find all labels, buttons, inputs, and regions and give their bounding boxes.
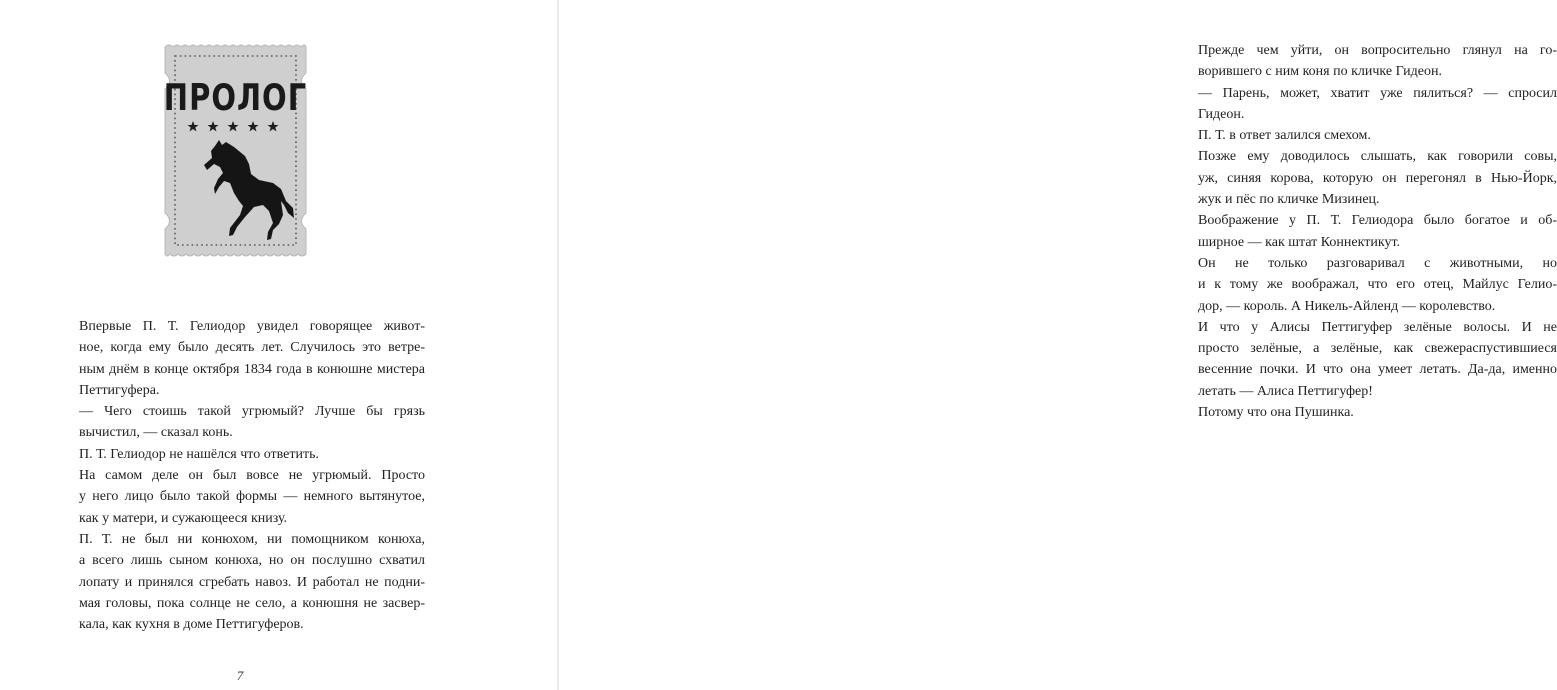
text-line: дор, — король. А Никель-Айленд — королевство. <box>1198 298 1496 314</box>
text-line: у него лицо было такой формы — немного вытянутое, <box>79 489 425 505</box>
text-line: И что у Алисы Петтигуфер зелёные волосы. И не <box>1198 319 1557 335</box>
text-line: Прежде чем уйти, он вопросительно глянул на го- <box>1198 43 1557 58</box>
text-line: П. Т. в ответ залился смехом. <box>1198 128 1371 144</box>
left-body-text <box>55 316 425 635</box>
text-line: мая головы, пока солнце не село, а конюшня не засвер- <box>79 595 425 611</box>
text-line: Он не только разговаривал с животными, но <box>1198 255 1557 271</box>
text-line: кала, как кухня в доме Петтигуферов. <box>79 617 304 633</box>
paragraph <box>1174 210 1557 253</box>
text-line: уж, синяя корова, которую он перегонял в Нью-Йорк, <box>1198 170 1557 186</box>
text-line: просто зелёные, а зелёные, как свежераспустившиеся <box>1198 341 1557 357</box>
chapter-badge <box>163 43 308 258</box>
paragraph <box>55 465 425 529</box>
text-line: Позже ему доводилось слышать, как говорили совы, <box>1198 149 1557 165</box>
text-line: как у матери, и сужающееся книзу. <box>79 510 288 526</box>
paragraph <box>1174 317 1557 402</box>
text-line: Гидеон. <box>1198 106 1245 122</box>
paragraph <box>55 444 425 465</box>
text-line: — Парень, может, хватит уже пялиться? — спросил <box>1198 85 1557 101</box>
left-page <box>0 0 558 690</box>
right-page <box>559 0 1557 690</box>
text-line: Потому что она Пушинка. <box>1198 405 1354 421</box>
text-line: П. Т. не был ни конюхом, ни помощником конюха, <box>79 531 425 547</box>
paragraph <box>1174 40 1557 83</box>
text-line: лопату и принялся сгребать навоз. И работал не подни- <box>79 574 425 590</box>
text-line: а всего лишь сыном конюха, но он послушно схватил <box>79 553 425 569</box>
text-line: вычистил, — сказал конь. <box>79 425 233 441</box>
paragraph <box>55 529 425 635</box>
page-number: 7 <box>236 668 244 683</box>
text-line: На самом деле он был вовсе не угрюмый. Просто <box>79 468 425 484</box>
paragraph <box>1174 125 1557 146</box>
paragraph <box>55 316 425 401</box>
paragraph <box>1174 402 1557 423</box>
text-line: ное, когда ему было десять лет. Случилось это ветре- <box>79 340 425 356</box>
paragraph <box>55 401 425 444</box>
text-line: Впервые П. Т. Гелиодор увидел говорящее живот- <box>79 319 425 334</box>
paragraph <box>1174 253 1557 317</box>
paragraph <box>1174 146 1557 210</box>
text-line: летать — Алиса Петтигуфер! <box>1198 383 1373 399</box>
chapter-title: ПРОЛОГ <box>163 76 308 119</box>
text-line: — Чего стоишь такой угрюмый? Лучше бы грязь <box>79 404 425 420</box>
text-line: Петтигуфера. <box>79 382 160 398</box>
paragraph <box>1174 83 1557 126</box>
text-line: Воображение у П. Т. Гелиодора было богатое и об- <box>1198 213 1557 229</box>
text-line: весенние почки. И что она умеет летать. Да-да, именно <box>1198 362 1557 378</box>
text-line: П. Т. Гелиодор не нашёлся что ответить. <box>79 446 320 462</box>
text-line: ширное — как штат Коннектикут. <box>1198 234 1401 250</box>
text-line: и к тому же воображал, что его отец, Майлус Гелио- <box>1198 277 1557 293</box>
text-line: ным днём в конце октября 1834 года в конюшне мистера <box>79 361 425 377</box>
right-body-text <box>1174 40 1557 423</box>
text-line: жук и пёс по кличке Мизинец. <box>1198 192 1380 208</box>
text-line: ворившего с ним коня по кличке Гидеон. <box>1198 64 1442 80</box>
